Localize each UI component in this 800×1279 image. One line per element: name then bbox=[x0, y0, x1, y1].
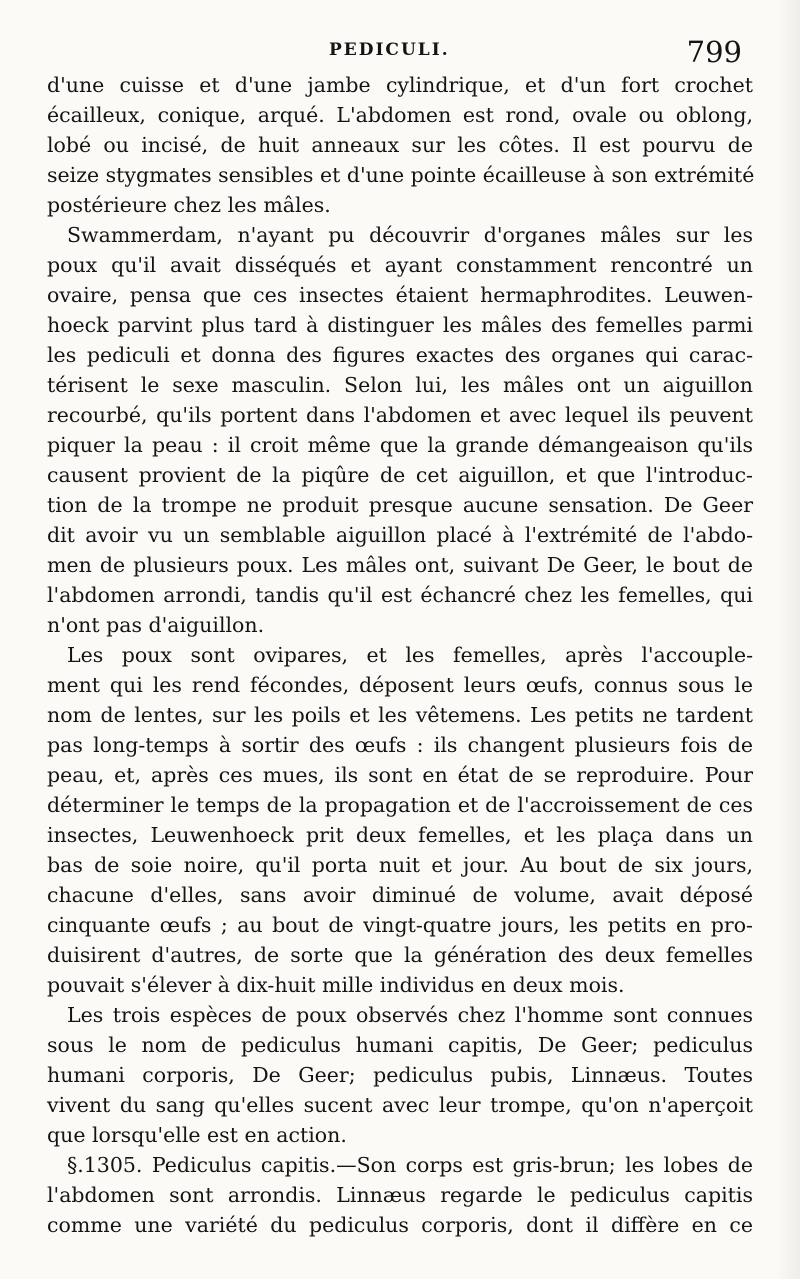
page-number: 799 bbox=[686, 35, 742, 69]
text-line: lobé ou incisé, de huit anneaux sur les côtes. Il est pourvu de bbox=[47, 133, 753, 157]
text-line: comme une variété du pediculus corporis, dont il diffère en ce bbox=[47, 1213, 753, 1237]
text-line: cinquante œufs ; au bout de vingt-quatre jours, les petits en pro- bbox=[47, 913, 753, 937]
text-line: dit avoir vu un semblable aiguillon placé à l'extrémité de l'abdo- bbox=[47, 523, 753, 547]
running-title: PEDICULI. bbox=[329, 40, 450, 60]
text-line: n'ont pas d'aiguillon. bbox=[47, 613, 265, 637]
text-line: déterminer le temps de la propagation et de l'accroissement de ces bbox=[47, 793, 753, 817]
text-line: vivent du sang qu'elles sucent avec leur trompe, qu'on n'aperçoit bbox=[47, 1093, 753, 1117]
text-line: l'abdomen arrondi, tandis qu'il est échancré chez les femelles, qui bbox=[47, 583, 753, 607]
text-line: duisirent d'autres, de sorte que la génération des deux femelles bbox=[47, 943, 753, 967]
text-line: nom de lentes, sur les poils et les vêtemens. Les petits ne tardent bbox=[47, 703, 753, 727]
text-line: humani corporis, De Geer; pediculus pubis, Linnæus. Toutes bbox=[47, 1063, 753, 1087]
text-line: ment qui les rend fécondes, déposent leurs œufs, connus sous le bbox=[47, 673, 753, 697]
text-line: men de plusieurs poux. Les mâles ont, suivant De Geer, le bout de bbox=[47, 553, 753, 577]
paragraph-start-line: Les trois espèces de poux observés chez l'homme sont connues bbox=[67, 1003, 753, 1027]
text-line: les pediculi et donna des figures exactes des organes qui carac- bbox=[47, 343, 753, 367]
text-line: hoeck parvint plus tard à distinguer les mâles des femelles parmi bbox=[47, 313, 753, 337]
text-line: insectes, Leuwenhoeck prit deux femelles, et les plaça dans un bbox=[47, 823, 753, 847]
text-line: que lorsqu'elle est en action. bbox=[47, 1123, 347, 1147]
text-line: chacune d'elles, sans avoir diminué de volume, avait déposé bbox=[47, 883, 753, 907]
text-line: écailleux, conique, arqué. L'abdomen est rond, ovale ou oblong, bbox=[47, 103, 753, 127]
text-line: tion de la trompe ne produit presque aucune sensation. De Geer bbox=[47, 493, 753, 517]
text-line: sous le nom de pediculus humani capitis, De Geer; pediculus bbox=[47, 1033, 753, 1057]
paragraph-start-line: Swammerdam, n'ayant pu découvrir d'organes mâles sur les bbox=[67, 223, 753, 247]
section-heading-line: §.1305. Pediculus capitis.—Son corps est gris-brun; les lobes de bbox=[67, 1153, 753, 1177]
text-line: l'abdomen sont arrondis. Linnæus regarde le pediculus capitis bbox=[47, 1183, 753, 1207]
paragraph-start-line: Les poux sont ovipares, et les femelles, après l'accouple- bbox=[67, 643, 753, 667]
text-line: causent provient de la piqûre de cet aiguillon, et que l'introduc- bbox=[47, 463, 753, 487]
text-line: postérieure chez les mâles. bbox=[47, 193, 331, 217]
text-line: recourbé, qu'ils portent dans l'abdomen et avec lequel ils peuvent bbox=[47, 403, 753, 427]
text-line: d'une cuisse et d'une jambe cylindrique, et d'un fort crochet bbox=[47, 73, 753, 97]
page-edge-shadow bbox=[776, 0, 800, 1279]
text-line: poux qu'il avait disséqués et ayant constamment rencontré un bbox=[47, 253, 753, 277]
text-line: pas long-temps à sortir des œufs : ils changent plusieurs fois de bbox=[47, 733, 753, 757]
text-line: piquer la peau : il croit même que la grande démangeaison qu'ils bbox=[47, 433, 753, 457]
text-line: bas de soie noire, qu'il porta nuit et jour. Au bout de six jours, bbox=[47, 853, 753, 877]
text-line: peau, et, après ces mues, ils sont en état de se reproduire. Pour bbox=[47, 763, 753, 787]
text-line: pouvait s'élever à dix-huit mille individus en deux mois. bbox=[47, 973, 625, 997]
text-line: ovaire, pensa que ces insectes étaient hermaphrodites. Leuwen- bbox=[47, 283, 753, 307]
body-text bbox=[47, 70, 753, 1240]
text-line: térisent le sexe masculin. Selon lui, les mâles ont un aiguillon bbox=[47, 373, 753, 397]
page-header bbox=[0, 34, 800, 74]
text-line: seize stygmates sensibles et d'une pointe écailleuse à son extrémité bbox=[47, 163, 755, 187]
